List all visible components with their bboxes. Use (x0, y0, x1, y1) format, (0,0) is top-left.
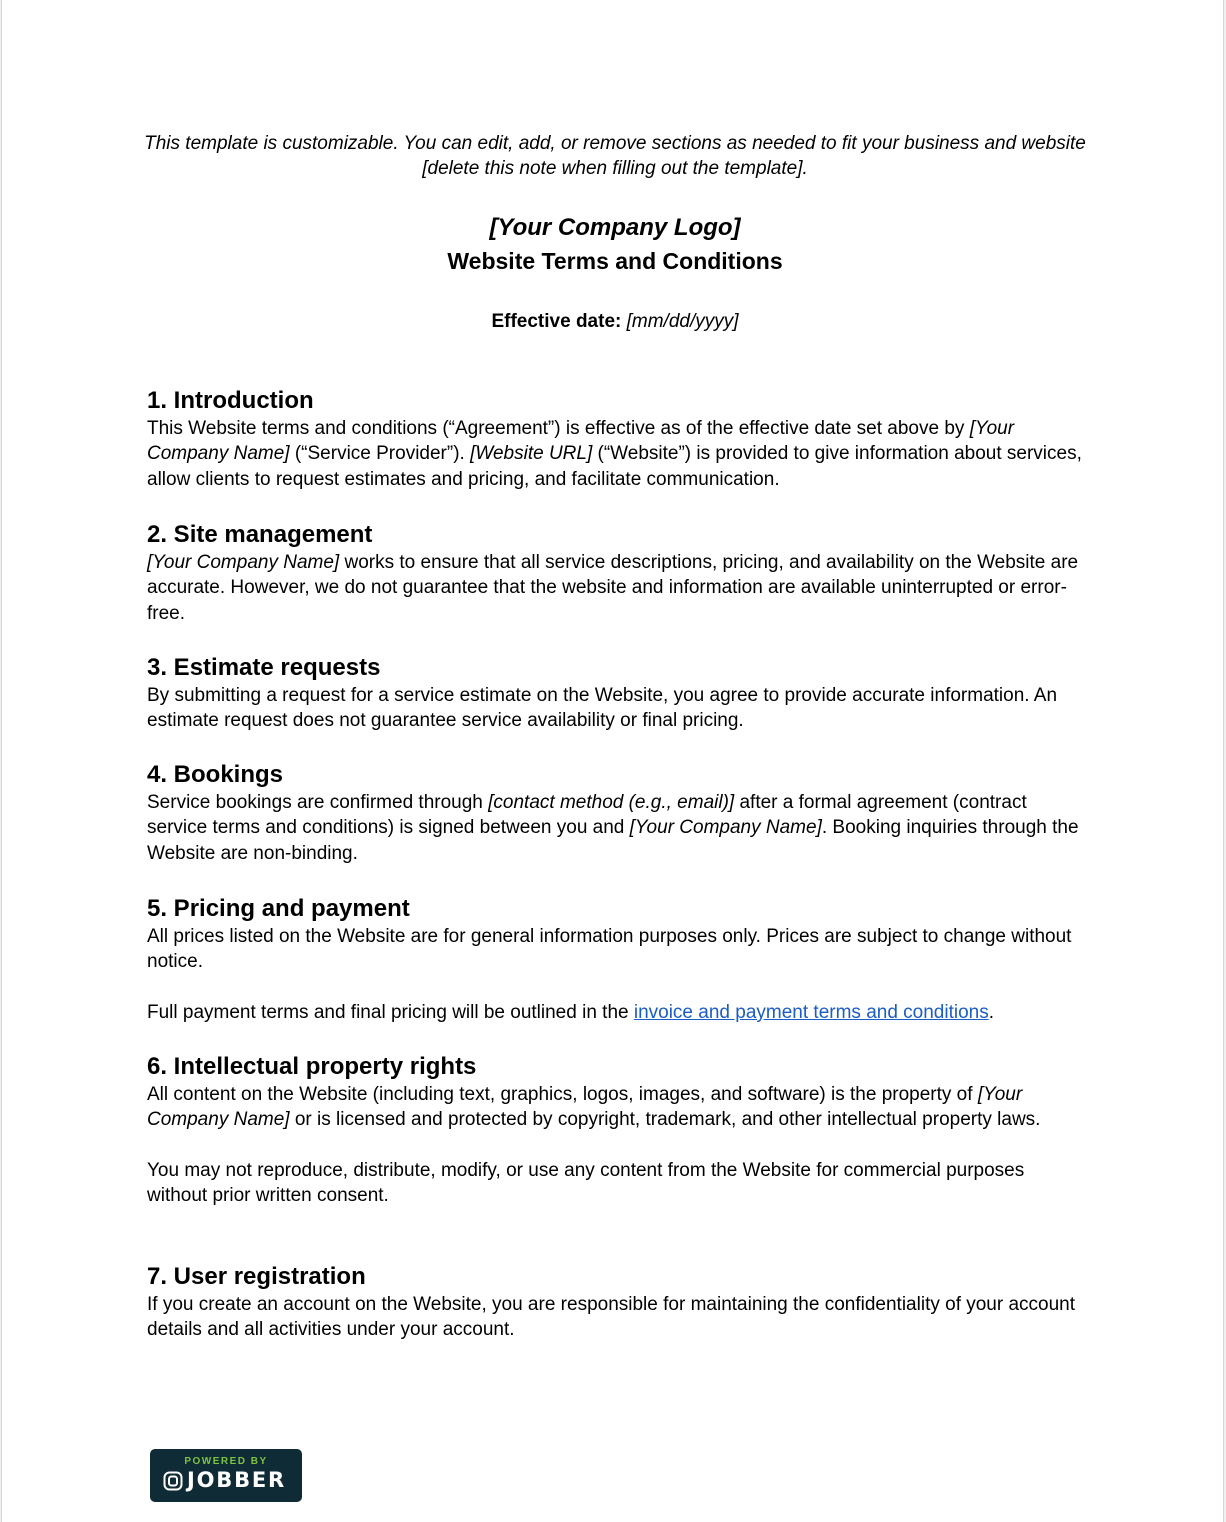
section-body: This Website terms and conditions (“Agreement”) is effective as of the effective date set above by [Your Company Name] (“Service Provider”). [Website URL] (“Website”) is provided to give information about services, allow clients to request estimates and pricing, and facilitate communication. (147, 418, 1082, 490)
invoice-terms-link[interactable]: invoice and payment terms and conditions (633, 1001, 989, 1023)
section-heading: 3. Estimate requests (147, 654, 381, 681)
section-heading: 5. Pricing and payment (147, 895, 410, 922)
section-heading: 4. Bookings (147, 761, 284, 788)
placeholder-company-name: [Your Company Name] (147, 418, 1015, 465)
section-bookings (147, 760, 1082, 866)
section-estimate-requests (147, 653, 1082, 734)
placeholder-company-name: [Your Company Name] (147, 1084, 1023, 1131)
section-body: Service bookings are confirmed through [contact method (e.g., email)] after a formal agreement (contract service terms and conditions) is signed between you and [Your Company Name]. Booking inquiries through the Website are non-binding. (147, 792, 1079, 864)
section-intellectual-property (147, 1052, 1082, 1208)
section-body: Full payment terms and final pricing will be outlined in the invoice and payment terms and conditions. (147, 1001, 995, 1023)
section-body: If you create an account on the Website, you are responsible for maintaining the confidentiality of your account details and all activities under your account. (147, 1294, 1076, 1341)
section-heading: 6. Intellectual property rights (147, 1053, 477, 1080)
section-pricing-payment (147, 894, 1082, 1025)
document-title: Website Terms and Conditions (447, 248, 783, 274)
section-body: You may not reproduce, distribute, modify, or use any content from the Website for commercial purposes without prior written consent. (147, 1159, 1025, 1207)
effective-date-label: Effective date: (491, 311, 622, 332)
section-body: By submitting a request for a service estimate on the Website, you agree to provide accurate information. An estimate request does not guarantee service availability or final pricing. (147, 685, 1058, 732)
placeholder-company-name: [Your Company Name] (629, 817, 822, 839)
effective-date-value: [mm/dd/yyyy] (626, 311, 739, 332)
section-heading: 1. Introduction (147, 387, 314, 414)
powered-by-label: POWERED BY (184, 1456, 268, 1467)
document-page (1, 0, 1224, 1522)
template-note: This template is customizable. You can edit, add, or remove sections as needed to fit your business and website [delete this note when filling out the template]. (144, 133, 1086, 179)
powered-by-jobber-badge[interactable] (150, 1449, 302, 1502)
company-logo-placeholder: [Your Company Logo] (489, 214, 741, 241)
jobber-brand-name: JOBBER (187, 1468, 286, 1492)
section-body: All prices listed on the Website are for general information purposes only. Prices are subject to change without notice. (147, 926, 1072, 973)
section-user-registration (147, 1262, 1082, 1343)
placeholder-contact-method: [contact method (e.g., email)] (488, 792, 735, 813)
section-body: All content on the Website (including text, graphics, logos, images, and software) is the property of [Your Company Name] or is licensed and protected by copyright, trademark, and other intellectual property laws. (147, 1084, 1041, 1131)
jobber-logo-icon (163, 1471, 183, 1491)
section-heading: 7. User registration (147, 1263, 366, 1290)
section-body: [Your Company Name] works to ensure that all service descriptions, pricing, and availability on the Website are accurate. However, we do not guarantee that the website and information are available uninterrupted or error-free. (147, 552, 1079, 624)
placeholder-company-name: [Your Company Name] (147, 552, 340, 573)
effective-date (2, 309, 1226, 335)
section-site-management (147, 520, 1082, 626)
section-introduction (147, 386, 1082, 492)
section-heading: 2. Site management (147, 521, 373, 548)
placeholder-website-url: [Website URL] (470, 443, 593, 465)
